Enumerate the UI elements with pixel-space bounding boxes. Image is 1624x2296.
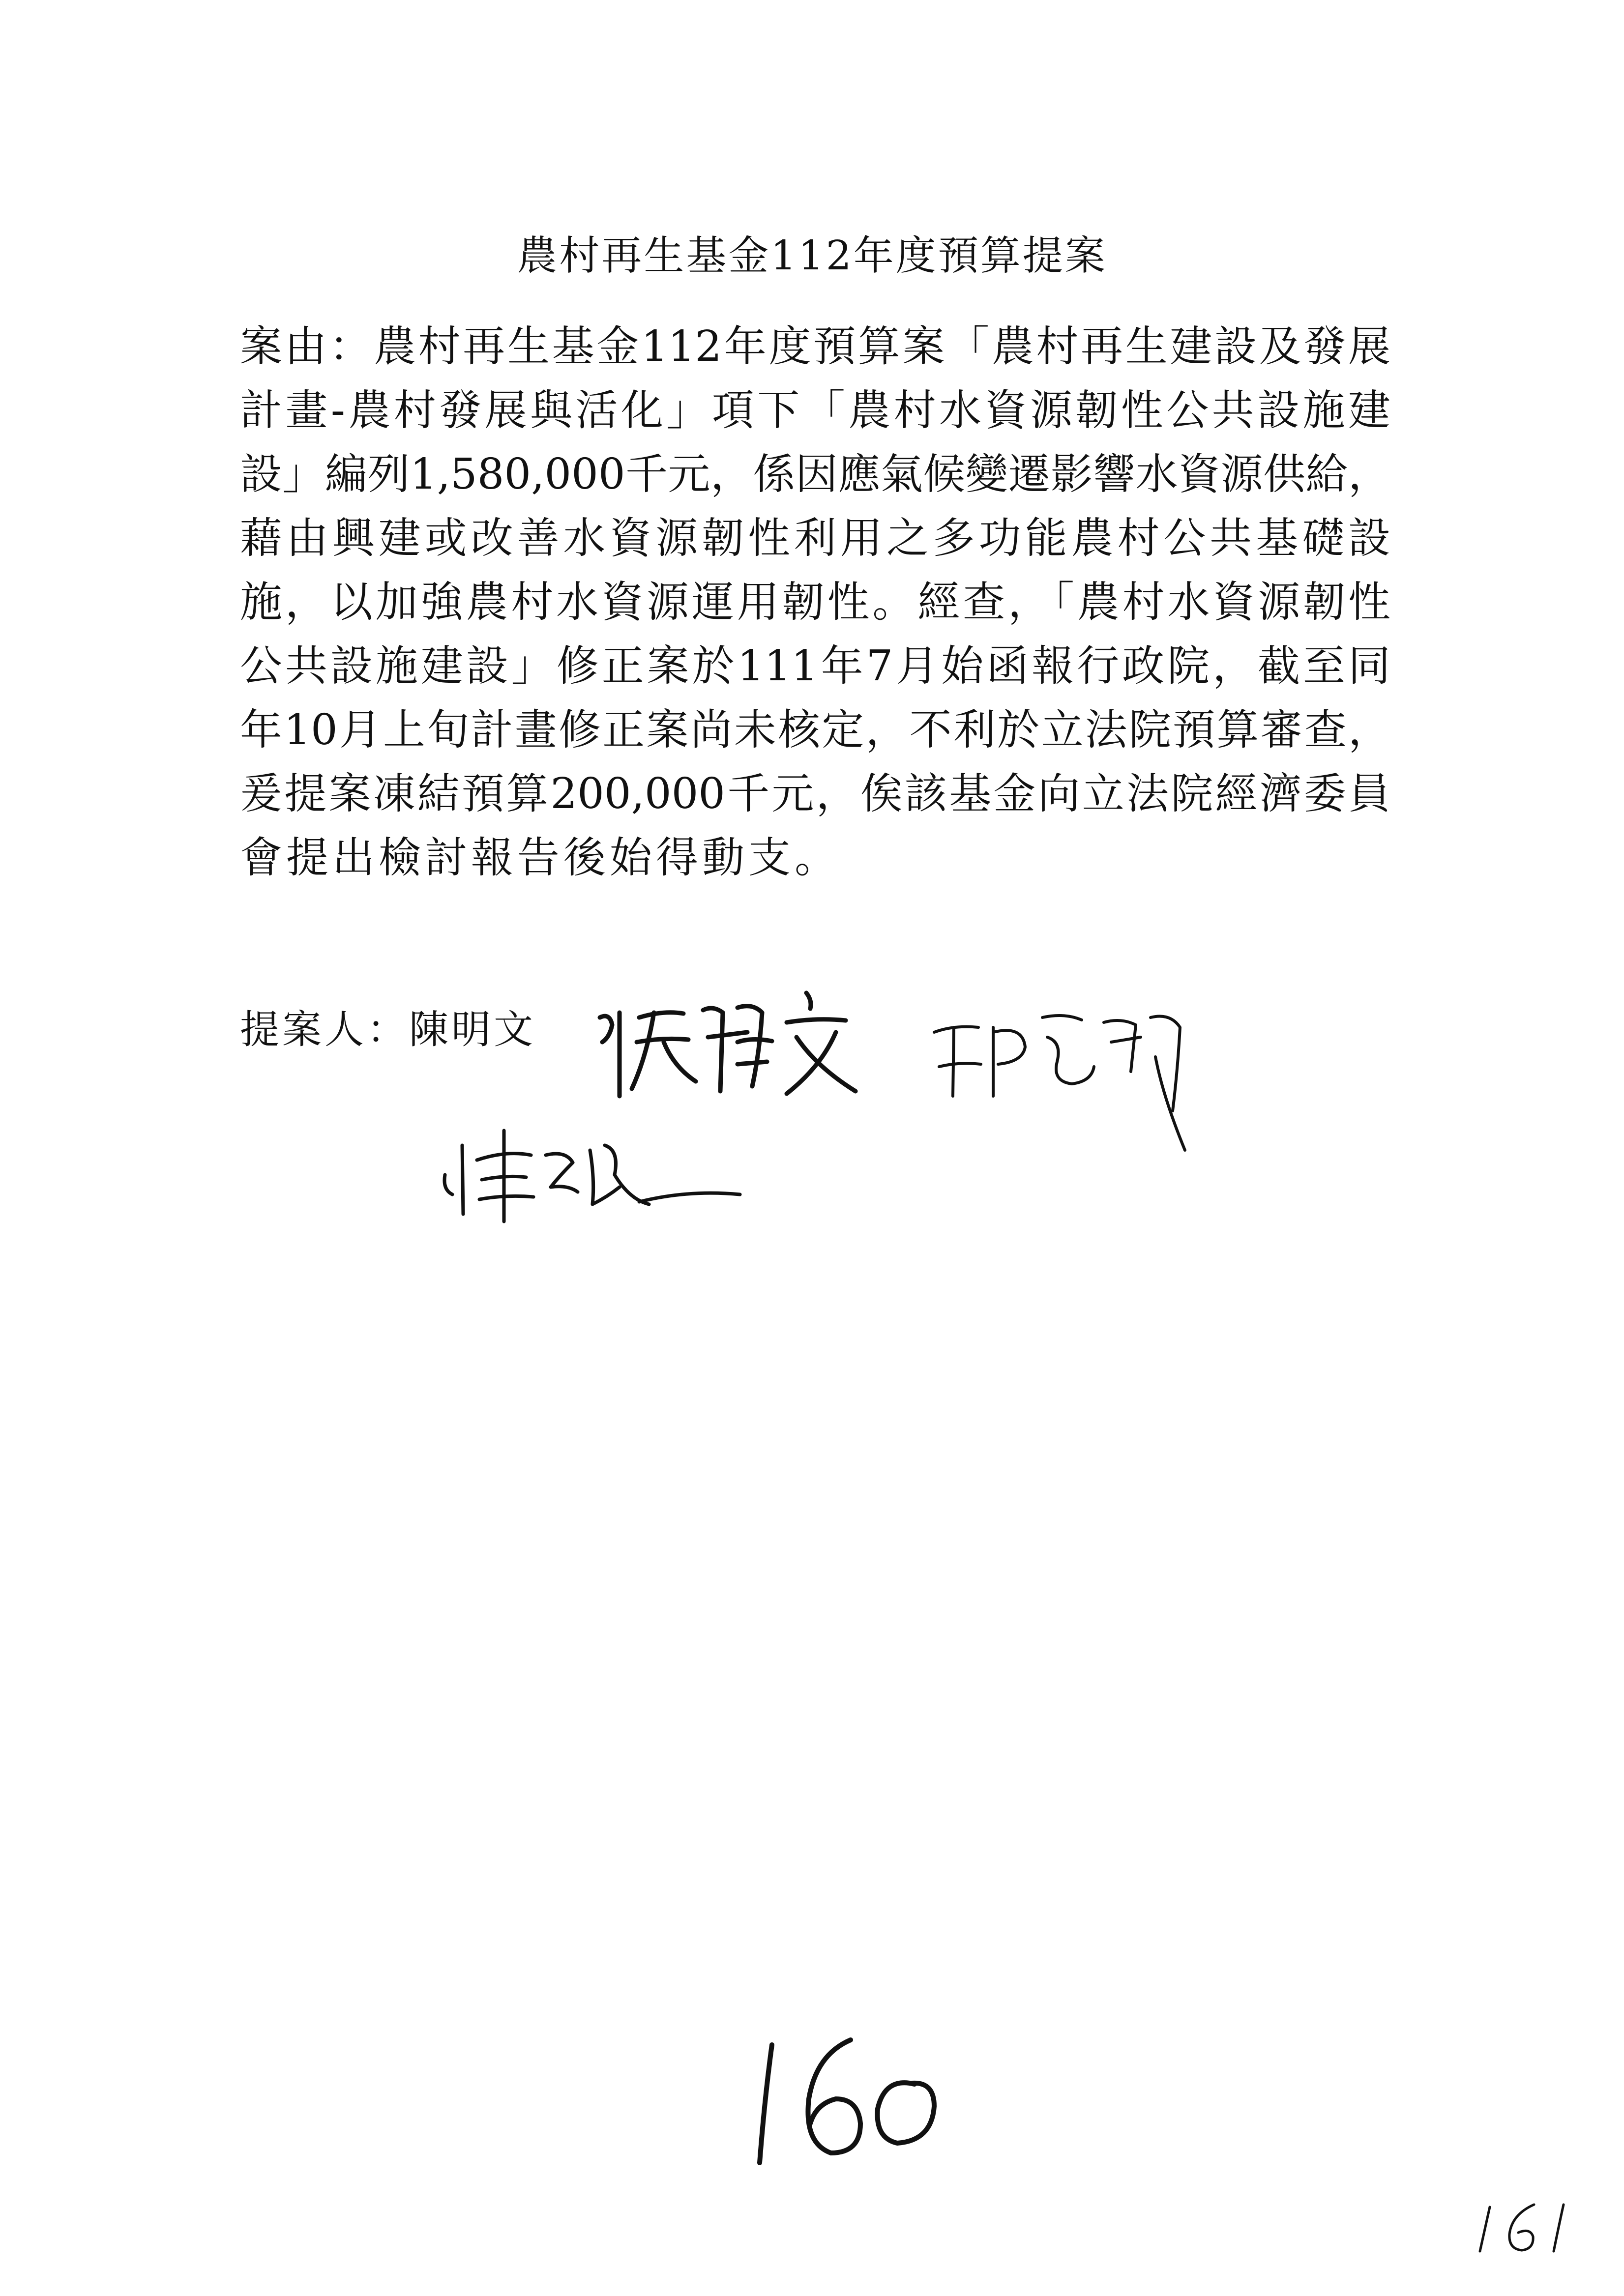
signature-2 (924, 998, 1200, 1160)
handwritten-corner-number (1470, 2197, 1573, 2256)
body-line-2: 計畫-農村發展與活化」項下「農村水資源韌性公共設施建 (240, 386, 1390, 435)
document-title: 農村再生基金112年度預算提案 (517, 233, 1107, 279)
body-line-4: 藉由興建或改善水資源韌性利用之多功能農村公共基礎設 (240, 514, 1390, 563)
body-line-9: 會提出檢討報告後始得動支。 (240, 833, 841, 882)
signature-3 (433, 1101, 747, 1229)
body-line-3: 設」編列1,580,000千元，係因應氣候變遷影響水資源供給， (240, 450, 1390, 499)
body-line-5: 施，以加強農村水資源運用韌性。經查，「農村水資源韌性 (240, 578, 1390, 627)
proposal-body (240, 315, 1390, 890)
body-line-6: 公共設施建設」修正案於111年7月始函報行政院，截至同 (240, 641, 1390, 691)
proposer-line: 提案人：陳明文 (240, 1007, 536, 1052)
signature-1 (590, 983, 865, 1111)
handwritten-page-number (738, 2025, 944, 2173)
body-line-8: 爰提案凍結預算200,000千元，俟該基金向立法院經濟委員 (240, 769, 1390, 818)
body-line-1: 案由：農村再生基金112年度預算案「農村再生建設及發展 (240, 322, 1390, 371)
body-line-7: 年10月上旬計畫修正案尚未核定，不利於立法院預算審查， (240, 705, 1390, 755)
